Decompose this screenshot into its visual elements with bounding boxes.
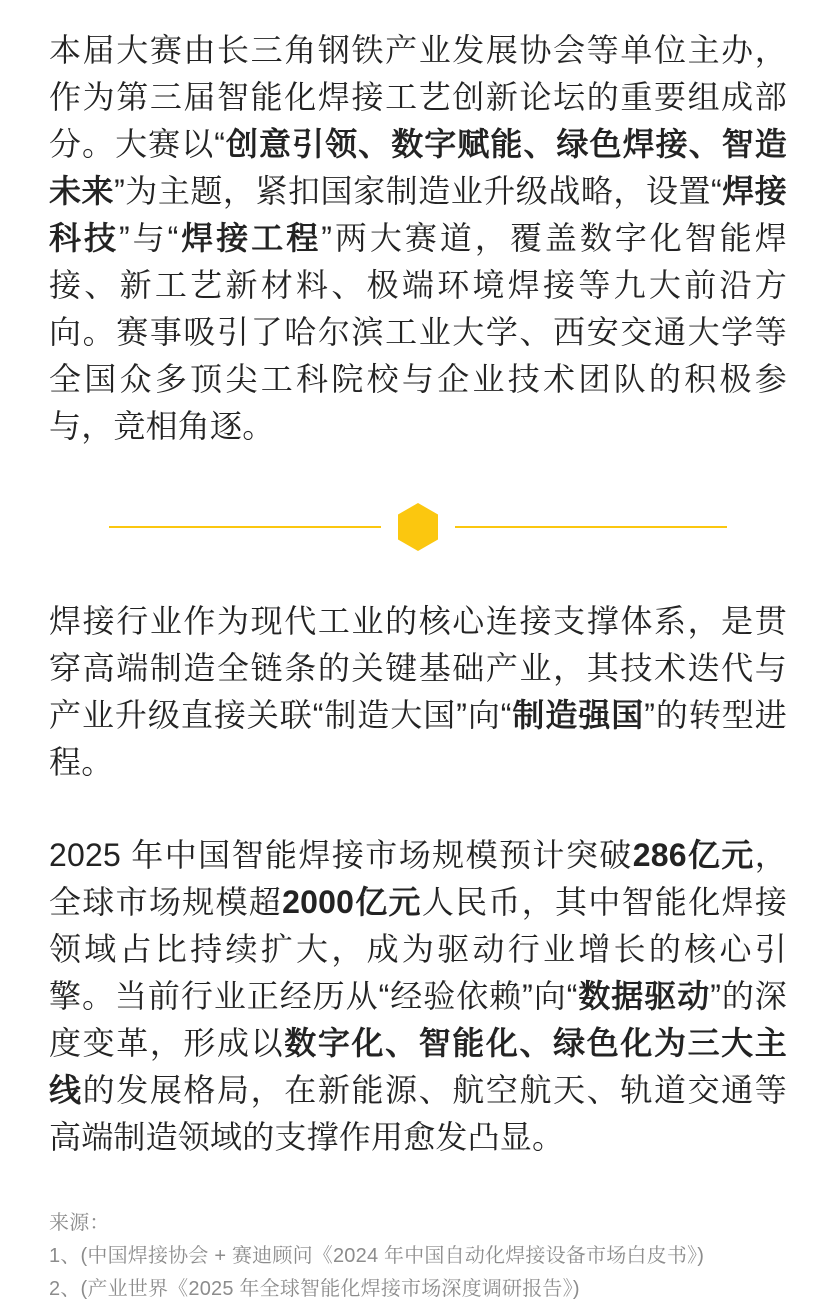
bold-text-run: 数据驱动: [577, 978, 711, 1014]
divider-line-right: [455, 526, 727, 528]
bold-text-run: 焊接工程: [178, 220, 322, 256]
text-run: 人民币，其中智能化焊接领域占比持续扩大，成为驱动行业增长的核心引擎。当前行业正经历从“经验依赖”向“: [49, 884, 788, 1014]
hexagon-icon: [398, 503, 438, 551]
paragraph-competition-intro: [49, 27, 787, 450]
text-run: ”为主题，紧扣国家制造业升级战略，设置“: [114, 173, 722, 209]
section-divider: [109, 503, 727, 551]
sources-section: [49, 1207, 787, 1306]
bold-text-run: 创意引领、数字赋能、绿色焊接、智造未来: [49, 126, 788, 209]
bold-text-run: 286亿元: [632, 837, 755, 873]
text-run: 的发展格局，在新能源、航空航天、轨道交通等高端制造领域的支撑作用愈发凸显。: [49, 1072, 787, 1155]
source-item-1: 1、(中国焊接协会 + 赛迪顾问《2024 年中国自动化焊接设备市场白皮书》): [49, 1245, 705, 1267]
paragraph-market-size: [49, 832, 787, 1161]
bold-text-run: 2000亿元: [282, 884, 422, 920]
text-run: ”与“: [118, 220, 179, 256]
bold-text-run: 数字化、智能化、绿色化为三大主线: [49, 1025, 787, 1108]
text-run: 本届大赛由长三角钢铁产业发展协会等单位主办，作为第三届智能化焊接工艺创新论坛的重要组成部分。大赛以“: [49, 32, 787, 162]
bold-text-run: 制造强国: [511, 697, 645, 733]
source-item-2: 2、(产业世界《2025 年全球智能化焊接市场深度调研报告》): [49, 1278, 580, 1300]
text-run: 焊接行业作为现代工业的核心连接支撑体系，是贯穿高端制造全链条的关键基础产业，其技术迭代与产业升级直接关联“制造大国”向“: [49, 603, 787, 733]
bold-text-run: 焊接科技: [49, 173, 787, 256]
divider-line-left: [109, 526, 381, 528]
paragraph-industry-role: [49, 598, 787, 786]
text-run: 2025 年中国智能焊接市场规模预计突破: [49, 837, 633, 873]
text-run: ”的深度变革，形成以: [49, 978, 787, 1061]
text-run: ”两大赛道，覆盖数字化智能焊接、新工艺新材料、极端环境焊接等九大前沿方向。赛事吸引了哈尔滨工业大学、西安交通大学等全国众多顶尖工科院校与企业技术团队的积极参与，竞相角逐。: [49, 220, 787, 444]
text-run: ，全球市场规模超: [49, 837, 787, 920]
text-run: ”的转型进程。: [49, 697, 787, 780]
sources-label: 来源：: [49, 1212, 110, 1234]
